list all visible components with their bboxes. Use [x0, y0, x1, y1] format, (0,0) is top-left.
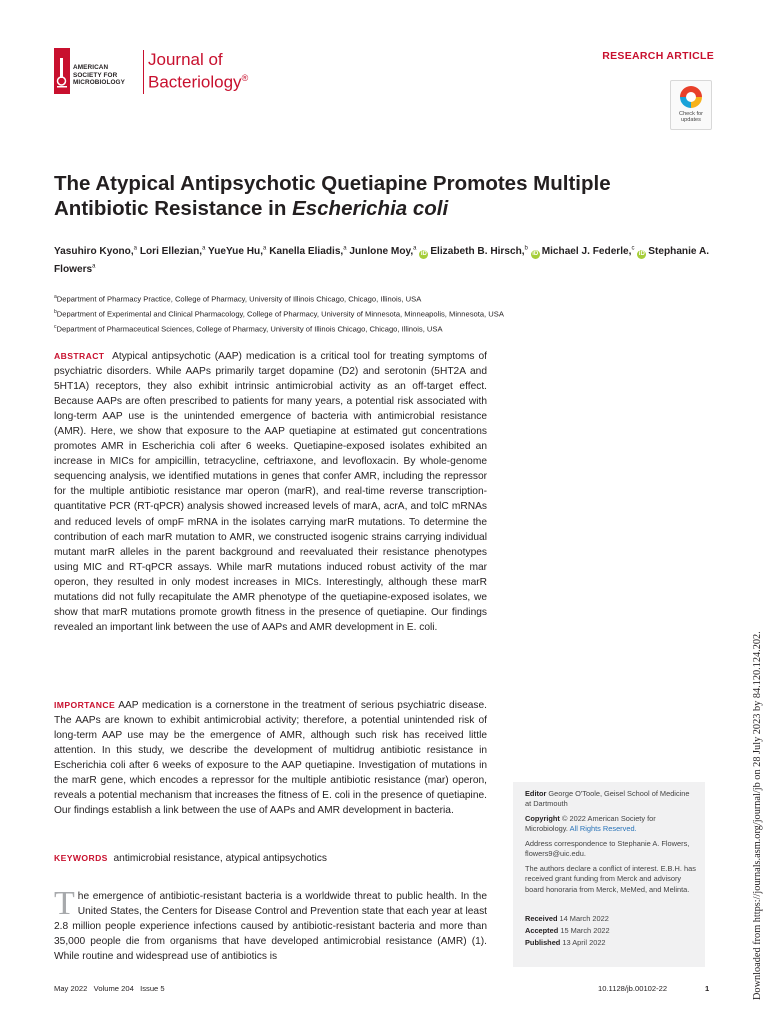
author-affiliation-marker: a	[202, 246, 206, 252]
keywords-label: KEYWORDS	[54, 853, 108, 863]
author-name-text: YueYue Hu,	[208, 246, 264, 258]
author-affiliation-marker: a	[413, 246, 417, 252]
author-name-text: Elizabeth B. Hirsch,	[430, 246, 525, 258]
orcid-icon[interactable]: iD	[420, 251, 427, 258]
check-updates-icon	[680, 86, 702, 108]
author-list	[54, 242, 714, 278]
keywords-text: antimicrobial resistance, atypical antipsychotics	[113, 853, 327, 864]
author-name-text: Lori Ellezian,	[139, 246, 203, 258]
affiliation-text: Department of Pharmacy Practice, College of Pharmacy, University of Illinois Chicago, Chicago, Illinois, USA	[56, 294, 422, 304]
abstract-label: ABSTRACT	[54, 351, 105, 361]
editor-label: Editor	[525, 789, 547, 798]
doi-link[interactable]: 10.1128/jb.00102-22	[598, 984, 668, 993]
author-affiliation-marker: c	[631, 246, 635, 252]
orcid-icon[interactable]: iD	[638, 251, 645, 258]
conflict-statement: The authors declare a conflict of interest. E.B.H. has received grant funding from Merck and advisory board honoraria from Merck, MeMed, and Melinta.	[525, 864, 696, 894]
editor-text: George O'Toole, Geisel School of Medicine at Dartmouth	[525, 789, 690, 809]
article-title	[54, 172, 694, 221]
received-date	[525, 914, 697, 924]
author-name-text: Yasuhiro Kyono,	[54, 246, 134, 258]
author-affiliation-marker: a	[343, 246, 347, 252]
received-value: 14 March 2022	[559, 914, 609, 923]
check-updates-line-1: Check for	[679, 111, 703, 117]
registered-mark: ®	[241, 73, 249, 83]
issue-info: May 2022 Volume 204 Issue 5	[54, 984, 165, 993]
journal-name-line-1: Journal of	[148, 50, 223, 69]
abstract	[54, 349, 487, 635]
importance	[54, 698, 487, 818]
importance-text: AAP medication is a cornerstone in the treatment of serious psychiatric disease. The AAPs are known to exhibit antimicrobial activity; therefore, a potential unintended risk of long-term AAP use may be the emergence of AMR, although such risk has received little attention. In this study, we describe the development of multidrug antibiotic resistance in Escherichia coli after 6 weeks of exposure to the AAP quetiapine. Investigation of mutations in the marR gene, which encodes a repressor for the multiple antibiotic resistance (mar) operon, reveals a potential mechanism that increases the fitness of E. coli in the presence of quetiapine. Our findings establish a link between the use of AAPs and AMR development in bacteria.	[54, 700, 487, 817]
author-affiliation-marker: b	[524, 246, 528, 252]
author-name-text: Kanella Eliadis,	[269, 246, 344, 258]
affiliation-c	[54, 322, 443, 335]
accepted-label: Accepted	[525, 926, 559, 935]
society-line-1: AMERICAN	[73, 64, 109, 71]
society-line-2: SOCIETY FOR	[73, 71, 118, 79]
title-italic: Escherichia coli	[292, 196, 449, 220]
logo-divider	[143, 50, 144, 94]
check-updates-label	[671, 111, 711, 124]
author-name-text: Michael J. Federle,	[541, 246, 632, 258]
author-name-text: Stephanie A. Flowers	[54, 246, 710, 276]
affiliation-marker: b	[54, 309, 57, 315]
author-name	[531, 246, 635, 257]
received-label: Received	[525, 914, 558, 923]
author-name	[140, 246, 206, 257]
author-name	[54, 246, 137, 257]
check-updates-line-2: updates	[681, 117, 701, 124]
copyright-info	[525, 814, 697, 835]
article-type-label: RESEARCH ARTICLE	[602, 50, 714, 62]
published-value: 13 April 2022	[562, 938, 606, 947]
author-affiliation-marker: a	[263, 246, 267, 252]
author-name	[208, 246, 266, 257]
check-for-updates-button[interactable]	[670, 80, 712, 130]
title-text: The Atypical Antipsychotic Quetiapine Promotes Multiple Antibiotic Resistance in	[54, 172, 611, 220]
orcid-icon[interactable]: iD	[532, 251, 539, 258]
journal-name	[148, 50, 248, 92]
drop-cap: T	[54, 885, 75, 922]
article-info-panel	[513, 782, 705, 967]
download-notice: Downloaded from https://journals.asm.org/journal/jb on 28 July 2023 by 84.120.124.202.	[752, 631, 763, 1000]
correspondence-info: Address correspondence to Stephanie A. Flowers, flowers9@uic.edu.	[525, 839, 690, 859]
introduction-paragraph	[54, 885, 487, 964]
author-affiliation-marker: a	[92, 263, 96, 270]
affiliation-a	[54, 292, 421, 305]
author-name-text: Junlone Moy,	[349, 246, 414, 258]
society-line-3: MICROBIOLOGY	[73, 79, 125, 87]
journal-name-line-2: Bacteriology	[148, 72, 242, 92]
abstract-text: Atypical antipsychotic (AAP) medication is a critical tool for treating symptoms of psychiatric disorders. While AAPs primarily target dopamine (D2) and serotonin (5HT2A and 5HT1A) receptors, they also exhibit intrinsic antimicrobial activity as an off-target effect. Because AAPs are often prescribed to patients for many years, a potential risk associated with long-term AAP use is the unintended emergence of bacteria with antimicrobial resistance (AMR). Here, we show that exposure to the AAP quetiapine at estimated gut concentrations promotes AMR in Escherichia coli after 6 weeks. Quetiapine-exposed isolates exhibited an increase in MICs for ampicillin, tetracycline, ceftriaxone, and levofloxacin. By whole-genome sequencing analysis, we identified mutations in genes that confer AMR, including the repressor for the multiple antibiotic resistance mar operon (marR), and real-time reverse transcription-quantitative PCR (RT-qPCR) analysis showed increased levels of marA, acrA, and tolC mRNAs and reduced levels of ompF mRNA in the isolates carrying marR mutations. To determine the contribution of each marR mutation to AMR, we constructed isogenic strains carrying individual mutant marR alleles in the parent background and reevaluated their resistance phenotypes using MIC and RT-qPCR assays. While marR mutations induced robust activity of the mar operon, they resulted in only modest increases in MICs. Interestingly, although these marR mutations did not fully recapitulate the AMR phenotype of the quetiapine-exposed isolates, we show that marR mutations promote growth fitness in the presence of quetiapine. Our findings revealed an important link between the use of AAPs and AMR development in E. coli.	[54, 351, 487, 633]
published-date	[525, 938, 697, 948]
accepted-value: 15 March 2022	[560, 926, 610, 935]
author-name	[419, 246, 528, 257]
society-name	[73, 64, 125, 87]
author-name	[349, 246, 416, 257]
accepted-date	[525, 926, 697, 936]
published-label: Published	[525, 938, 561, 947]
copyright-label: Copyright	[525, 814, 560, 823]
editor-info	[525, 789, 697, 810]
intro-text: he emergence of antibiotic-resistant bacteria is a worldwide threat to public health. In the United States, the Centers for Disease Control and Prevention state that each year at least 2.8 million people experience infections caused by antibiotic-resistant bacteria and more than 35,000 people die from organisms that have developed antimicrobial resistance (AMR) (1). While routine and widespread use of antibiotics is	[54, 891, 487, 963]
affiliation-marker: a	[54, 294, 57, 300]
affiliation-text: Department of Pharmaceutical Sciences, College of Pharmacy, University of Illinois Chicago, Chicago, Illinois, USA	[56, 324, 443, 334]
asm-logo-icon	[54, 48, 70, 94]
affiliation-marker: c	[54, 324, 57, 330]
affiliation-b	[54, 307, 504, 320]
rights-link[interactable]: All Rights Reserved.	[569, 824, 637, 834]
keywords	[54, 851, 487, 866]
author-affiliation-marker: a	[133, 246, 137, 252]
copyright-text: © 2022 American Society for Microbiology.	[525, 814, 656, 834]
page-number: 1	[705, 984, 710, 993]
affiliation-text: Department of Experimental and Clinical Pharmacology, College of Pharmacy, University of Minnesota, Minneapolis, Minnesota, USA	[56, 309, 504, 319]
author-name	[269, 246, 346, 257]
importance-label: IMPORTANCE	[54, 700, 116, 710]
